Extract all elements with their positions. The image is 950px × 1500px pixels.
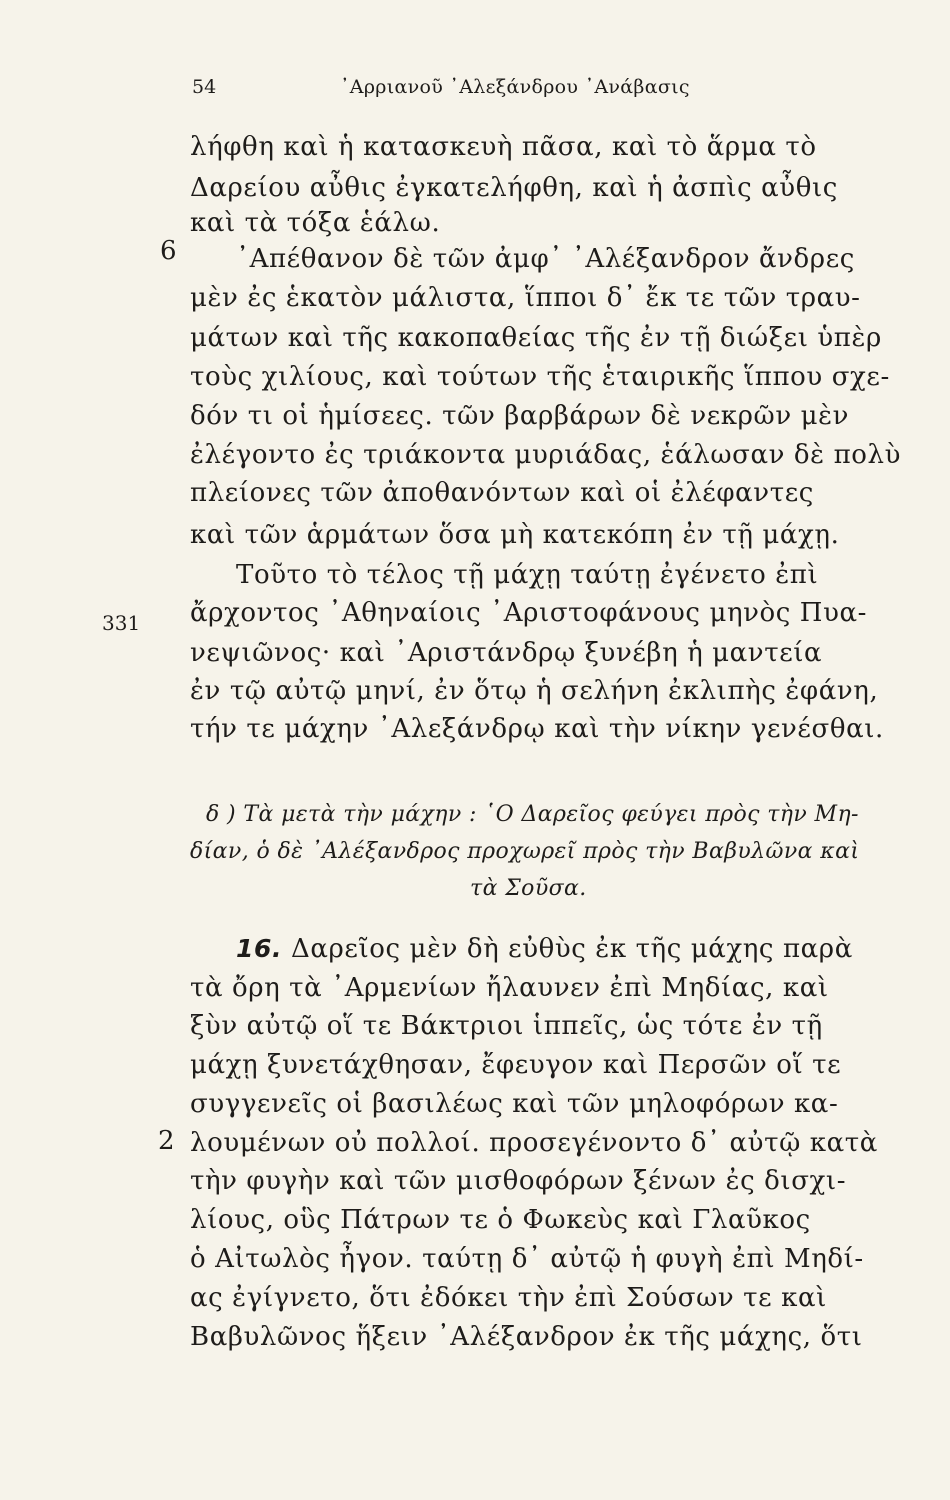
margin-section-number: 6 — [160, 236, 177, 266]
margin-section-number: 2 — [158, 1126, 175, 1156]
text-line: Βαβυλῶνος ἥξειν ᾽Αλέξανδρον ἐκ τῆς μάχης, ὅτι — [190, 1322, 863, 1352]
text-line: τοὺς χιλίους, καὶ τούτων τῆς ἑταιρικῆς ἵππου σχε- — [190, 362, 890, 392]
text-line: ᾽Απέθανον δὲ τῶν ἀμφ᾽ ᾽Αλέξανδρον ἄνδρες — [236, 244, 855, 274]
page-header — [192, 72, 752, 112]
text-line: ὁ Αἰτωλὸς ἦγον. ταύτῃ δ᾽ αὐτῷ ἡ φυγὴ ἐπὶ Μηδί- — [190, 1244, 864, 1274]
section-summary-line: τὰ Σοῦσα. — [470, 876, 587, 901]
text-line: ας ἐγίγνετο, ὅτι ἐδόκει τὴν ἐπὶ Σούσων τε καὶ — [190, 1283, 827, 1313]
text-line: πλείονες τῶν ἀποθανόντων καὶ οἱ ἐλέφαντες — [190, 478, 814, 508]
margin-year-number: 331 — [102, 611, 141, 635]
text-line: Τοῦτο τὸ τέλος τῇ μάχῃ ταύτῃ ἐγένετο ἐπὶ — [236, 560, 819, 590]
text-line: μὲν ἐς ἑκατὸν μάλιστα, ἵπποι δ᾽ ἔκ τε τῶν τραυ- — [190, 283, 861, 313]
text-line: ἐν τῷ αὐτῷ μηνί, ἐν ὅτῳ ἡ σελήνη ἐκλιπὴς ἐφάνη, — [190, 676, 879, 706]
text-line: καὶ τὰ τόξα ἑάλω. — [190, 208, 441, 238]
text-line: Δαρεῖος μὲν δὴ εὐθὺς ἐκ τῆς μάχης παρὰ — [282, 934, 853, 964]
text-line: καὶ τῶν ἁρμάτων ὅσα μὴ κατεκόπη ἐν τῇ μάχῃ. — [190, 520, 840, 550]
page-number: 54 — [192, 76, 217, 98]
chapter-number: 16. — [236, 934, 283, 963]
text-line: συγγενεῖς οἱ βασιλέως καὶ τῶν μηλοφόρων κα- — [190, 1089, 839, 1119]
text-line: τὴν φυγὴν καὶ τῶν μισθοφόρων ξένων ἐς δισχι- — [190, 1166, 847, 1196]
chapter-first-line — [236, 932, 950, 966]
text-line: τὰ ὄρη τὰ ᾽Αρμενίων ἤλαυνεν ἐπὶ Μηδίας, καὶ — [190, 973, 829, 1003]
text-line: δόν τι οἱ ἡμίσεες. τῶν βαρβάρων δὲ νεκρῶν μὲν — [190, 401, 850, 431]
section-summary-line: δ ) Τὰ μετὰ τὴν μάχην : ῾Ο Δαρεῖος φεύγει πρὸς τὴν Μη- — [206, 802, 859, 827]
running-title: ᾽Αρριανοῦ ᾽Αλεξάνδρου ᾽Ανάβασις — [340, 76, 690, 98]
text-line: μάτων καὶ τῆς κακοπαθείας τῆς ἐν τῇ διώξει ὑπὲρ — [190, 323, 882, 353]
text-line: λουμένων οὐ πολλοί. προσεγένοντο δ᾽ αὐτῷ κατὰ — [190, 1128, 878, 1158]
text-line: ξὺν αὐτῷ οἵ τε Βάκτριοι ἱππεῖς, ὡς τότε ἐν τῇ — [190, 1011, 823, 1041]
text-line: νεψιῶνος· καὶ ᾽Αριστάνδρῳ ξυνέβη ἡ μαντεία — [190, 638, 823, 668]
text-line: ἄρχοντος ᾽Αθηναίοις ᾽Αριστοφάνους μηνὸς Πυα- — [190, 598, 868, 628]
section-summary-line: δίαν, ὁ δὲ ᾽Αλέξανδρος προχωρεῖ πρὸς τὴν Βαβυλῶνα καὶ — [190, 839, 860, 864]
text-line: λήφθη καὶ ἡ κατασκευὴ πᾶσα, καὶ τὸ ἅρμα τὸ — [190, 132, 817, 162]
text-line: ἐλέγοντο ἐς τριάκοντα μυριάδας, ἑάλωσαν δὲ πολὺ — [190, 440, 902, 470]
text-line: Δαρείου αὖθις ἐγκατελήφθη, καὶ ἡ ἀσπὶς αὖθις — [190, 173, 838, 203]
text-line: τήν τε μάχην ᾽Αλεξάνδρῳ καὶ τὴν νίκην γενέσθαι. — [190, 714, 884, 744]
text-line: λίους, οὓς Πάτρων τε ὁ Φωκεὺς καὶ Γλαῦκος — [190, 1205, 811, 1235]
text-line: μάχῃ ξυνετάχθησαν, ἔφευγον καὶ Περσῶν οἵ τε — [190, 1050, 842, 1080]
